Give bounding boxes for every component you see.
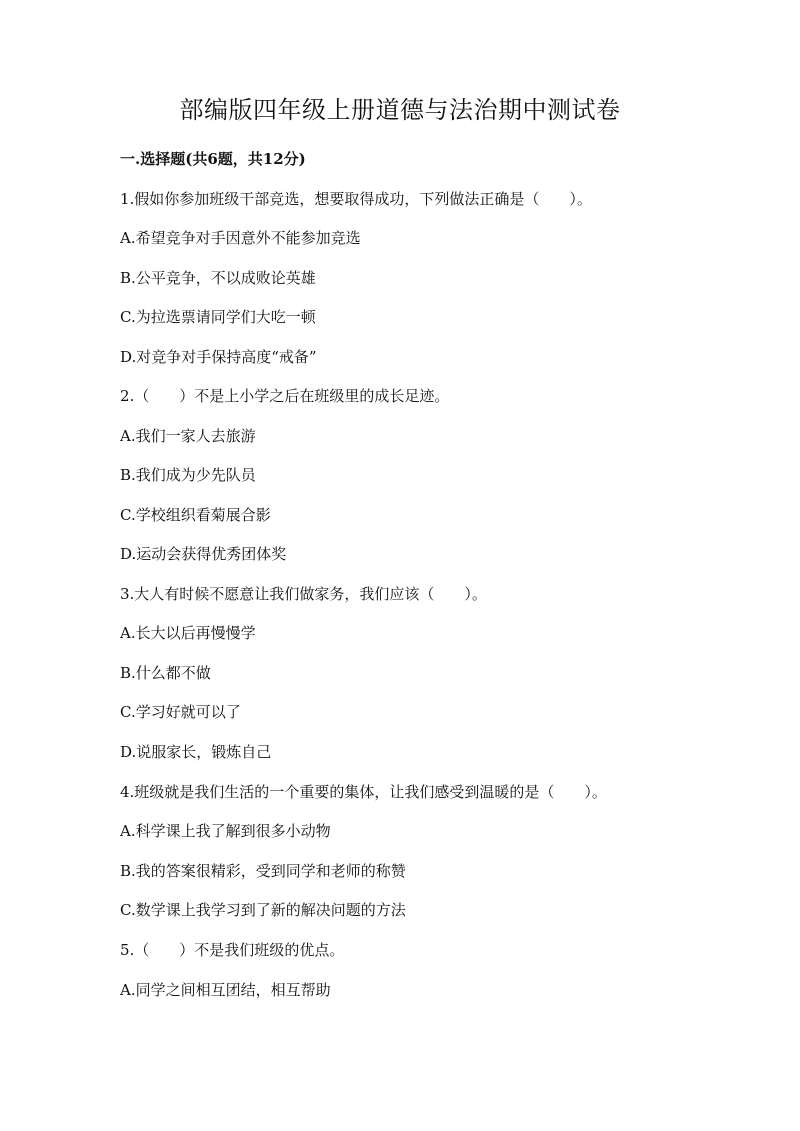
page-title: 部编版四年级上册道德与法治期中测试卷 [179, 96, 621, 124]
question-1-option-d: D.对竞争对手保持高度“戒备” [120, 348, 317, 366]
question-5: 5.（ ）不是我们班级的优点。 [120, 941, 345, 959]
question-2-option-a: A.我们一家人去旅游 [120, 427, 256, 445]
question-4-option-a: A.科学课上我了解到很多小动物 [120, 822, 331, 840]
question-1: 1.假如你参加班级干部竞选，想要取得成功，下列做法正确是（ ）。 [120, 190, 592, 208]
question-3-option-a: A.长大以后再慢慢学 [120, 624, 256, 642]
question-5-option-a: A.同学之间相互团结，相互帮助 [120, 981, 331, 999]
question-3: 3.大人有时候不愿意让我们做家务，我们应该（ ）。 [120, 585, 487, 603]
question-1-option-b: B.公平竞争，不以成败论英雄 [120, 269, 316, 287]
question-3-option-d: D.说服家长，锻炼自己 [120, 743, 272, 761]
question-4-option-c: C.数学课上我学习到了新的解决问题的方法 [120, 901, 406, 919]
question-4: 4.班级就是我们生活的一个重要的集体，让我们感受到温暖的是（ ）。 [120, 783, 607, 801]
question-2-option-d: D.运动会获得优秀团体奖 [120, 545, 287, 563]
question-3-option-b: B.什么都不做 [120, 664, 211, 682]
question-1-option-c: C.为拉选票请同学们大吃一顿 [120, 308, 316, 326]
section-heading: 一.选择题(共6题，共12分) [120, 150, 306, 168]
question-2: 2.（ ）不是上小学之后在班级里的成长足迹。 [120, 387, 450, 405]
question-4-option-b: B.我的答案很精彩，受到同学和老师的称赞 [120, 862, 406, 880]
question-2-option-c: C.学校组织看菊展合影 [120, 506, 271, 524]
question-2-option-b: B.我们成为少先队员 [120, 466, 256, 484]
question-3-option-c: C.学习好就可以了 [120, 703, 241, 721]
question-1-option-a: A.希望竞争对手因意外不能参加竞选 [120, 229, 361, 247]
